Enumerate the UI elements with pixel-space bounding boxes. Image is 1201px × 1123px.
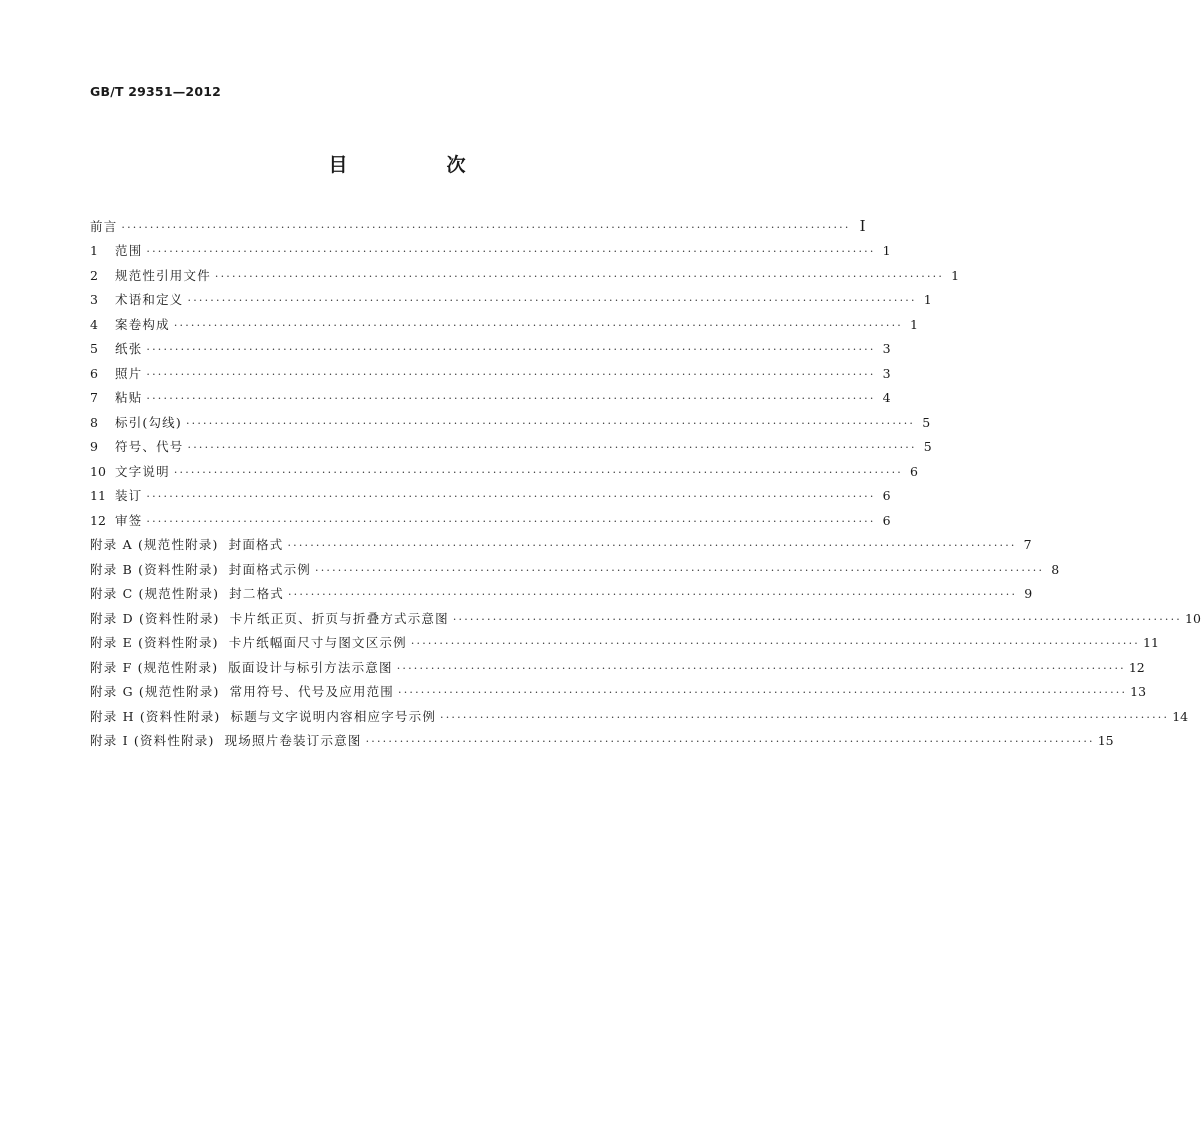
toc-entry[interactable] xyxy=(90,435,932,460)
toc-entry[interactable] xyxy=(90,631,1159,656)
toc-leader-dots: ································································································································ xyxy=(146,343,876,356)
toc-page-number: 3 xyxy=(882,365,891,381)
toc-entry[interactable] xyxy=(90,214,866,239)
toc-entry-text xyxy=(90,680,394,705)
toc-entry-title: 前言 xyxy=(90,219,118,234)
toc-entry-text xyxy=(90,509,142,534)
toc-page-number: 15 xyxy=(1097,733,1114,748)
toc-entry-subtitle: 封面格式示例 xyxy=(228,561,311,577)
toc-entry-text xyxy=(90,362,142,387)
toc-page-number: 5 xyxy=(922,414,931,430)
toc-entry-title: 附录 G (规范性附录) xyxy=(90,684,220,699)
toc-entry-title: 附录 E (资料性附录) xyxy=(90,635,219,650)
toc-page-number: 9 xyxy=(1024,586,1033,601)
toc-entry-title: 符号、代号 xyxy=(115,439,184,454)
toc-entry[interactable] xyxy=(90,558,1060,583)
toc-entry-subtitle: 现场照片卷装订示意图 xyxy=(224,733,362,748)
toc-entry-title: 附录 F (规范性附录) xyxy=(90,659,219,675)
toc-entry[interactable] xyxy=(90,460,918,485)
toc-page-number: 6 xyxy=(882,488,891,503)
toc-entry-number: 2 xyxy=(90,267,98,283)
toc-entry-text xyxy=(90,607,449,632)
standard-code: GB/T 29351—2012 xyxy=(90,84,222,99)
toc-entry-text xyxy=(90,631,407,656)
toc-leader-dots: ································································································································ xyxy=(173,465,903,479)
toc-entry-text xyxy=(90,484,142,509)
toc-entry-title: 案卷构成 xyxy=(115,316,170,332)
toc-page-number: 1 xyxy=(951,267,960,283)
toc-leader-dots: ································································································································ xyxy=(214,269,945,283)
toc-entry-title: 标引(勾线) xyxy=(115,414,182,430)
toc-page-number: Ⅰ xyxy=(859,217,866,235)
toc-entry-subtitle: 封二格式 xyxy=(229,586,284,601)
toc-leader-dots: ································································································································ xyxy=(440,710,1170,724)
toc-entry-text xyxy=(90,337,142,362)
toc-entry-text xyxy=(90,558,311,583)
toc-entry-text xyxy=(90,214,117,239)
toc-leader-dots: ································································································································ xyxy=(410,637,1141,650)
toc-page-number: 4 xyxy=(882,390,891,405)
toc-entry-number: 3 xyxy=(90,292,98,307)
toc-entry[interactable] xyxy=(90,729,1114,754)
toc-entry[interactable] xyxy=(90,656,1145,681)
toc-entry-text xyxy=(90,313,170,338)
toc-entry[interactable] xyxy=(90,680,1147,705)
table-of-contents xyxy=(90,214,1201,754)
toc-entry-number: 4 xyxy=(90,316,98,332)
toc-entry[interactable] xyxy=(90,386,891,411)
toc-entry-title: 照片 xyxy=(115,365,143,381)
toc-entry-title: 粘贴 xyxy=(115,390,143,405)
toc-entry-title: 术语和定义 xyxy=(115,292,184,307)
toc-entry-text xyxy=(90,239,142,264)
toc-entry-text xyxy=(90,386,142,411)
toc-page-number: 13 xyxy=(1130,684,1147,699)
toc-entry[interactable] xyxy=(90,484,891,509)
toc-entry-title: 附录 D (资料性附录) xyxy=(90,610,220,626)
toc-page-number: 1 xyxy=(923,292,932,307)
toc-leader-dots: ································································································································ xyxy=(396,661,1126,675)
toc-entry-text xyxy=(90,435,184,460)
toc-leader-dots: ································································································································ xyxy=(315,563,1045,577)
toc-leader-dots: ································································································································ xyxy=(185,416,916,430)
toc-entry-text xyxy=(90,411,182,436)
toc-entry-number: 10 xyxy=(90,463,106,479)
toc-leader-dots: ································································································································ xyxy=(146,245,876,258)
toc-leader-dots: ································································································································ xyxy=(187,441,917,454)
toc-entry-number: 1 xyxy=(90,243,98,258)
toc-page-number: 3 xyxy=(882,341,891,356)
toc-entry-text xyxy=(90,729,362,754)
toc-leader-dots: ································································································································ xyxy=(287,588,1018,601)
toc-page-number: 14 xyxy=(1172,708,1189,724)
toc-entry[interactable] xyxy=(90,705,1189,730)
toc-entry-subtitle: 版面设计与标引方法示意图 xyxy=(228,659,393,675)
toc-leader-dots: ································································································································ xyxy=(287,539,1017,552)
toc-entry-subtitle: 封面格式 xyxy=(228,537,284,552)
toc-entry-title: 附录 I (资料性附录) xyxy=(90,733,215,748)
toc-leader-dots: ································································································································ xyxy=(398,686,1128,699)
toc-page-number: 5 xyxy=(923,439,932,454)
toc-entry-title: 附录 H (资料性附录) xyxy=(90,708,221,724)
toc-entry-title: 纸张 xyxy=(115,341,143,356)
toc-entry-subtitle: 标题与文字说明内容相应字号示例 xyxy=(230,708,437,724)
toc-entry[interactable] xyxy=(90,582,1033,607)
toc-entry-title: 附录 C (规范性附录) xyxy=(90,586,220,601)
toc-entry-text xyxy=(90,460,170,485)
toc-entry-title: 审签 xyxy=(115,512,143,528)
toc-entry-title: 装订 xyxy=(115,488,143,503)
toc-entry-text xyxy=(90,705,436,730)
toc-title: 目 次 xyxy=(328,154,506,176)
toc-entry-title: 附录 B (资料性附录) xyxy=(90,561,219,577)
toc-entry-text xyxy=(90,656,393,681)
toc-entry-title: 范围 xyxy=(115,243,143,258)
toc-entry[interactable] xyxy=(90,239,891,264)
toc-entry-number: 5 xyxy=(90,341,98,356)
toc-entry-text xyxy=(90,288,184,313)
toc-page-number: 7 xyxy=(1023,537,1032,552)
toc-page-number: 6 xyxy=(910,463,918,479)
toc-page-number: 6 xyxy=(882,512,891,528)
toc-entry[interactable] xyxy=(90,607,1201,632)
toc-entry-number: 9 xyxy=(90,439,98,454)
toc-entry-subtitle: 卡片纸正页、折页与折叠方式示意图 xyxy=(229,610,449,626)
toc-entry[interactable] xyxy=(90,362,891,387)
toc-leader-dots: ································································································································ xyxy=(173,318,903,332)
toc-entry-title: 附录 A (规范性附录) xyxy=(90,537,219,552)
toc-entry-subtitle: 卡片纸幅面尺寸与图文区示例 xyxy=(228,635,407,650)
toc-leader-dots: ································································································································ xyxy=(452,612,1182,626)
toc-page-number: 12 xyxy=(1128,659,1145,675)
toc-page-number: 8 xyxy=(1051,561,1060,577)
toc-entry[interactable] xyxy=(90,337,891,362)
toc-leader-dots: ································································································································ xyxy=(121,221,851,234)
toc-entry[interactable] xyxy=(90,288,932,313)
toc-entry-number: 12 xyxy=(90,512,106,528)
toc-leader-dots: ································································································································ xyxy=(146,392,876,405)
toc-entry-number: 6 xyxy=(90,365,98,381)
toc-entry[interactable] xyxy=(90,264,960,289)
toc-entry[interactable] xyxy=(90,313,918,338)
toc-entry-title: 文字说明 xyxy=(115,463,170,479)
toc-page-number: 1 xyxy=(882,243,891,258)
toc-leader-dots: ································································································································ xyxy=(146,490,876,503)
toc-page-number: 10 xyxy=(1185,610,1201,626)
toc-entry-number: 8 xyxy=(90,414,98,430)
toc-entry[interactable] xyxy=(90,533,1032,558)
toc-page-number: 1 xyxy=(910,316,918,332)
toc-leader-dots: ································································································································ xyxy=(365,735,1095,748)
toc-entry-text xyxy=(90,533,283,558)
toc-leader-dots: ································································································································ xyxy=(187,294,917,307)
toc-entry-number: 7 xyxy=(90,390,98,405)
toc-entry-text xyxy=(90,582,284,607)
toc-page-number: 11 xyxy=(1143,635,1159,650)
toc-entry-subtitle: 常用符号、代号及应用范围 xyxy=(229,684,394,699)
toc-entry[interactable] xyxy=(90,509,891,534)
toc-leader-dots: ································································································································ xyxy=(146,514,876,528)
toc-entry[interactable] xyxy=(90,411,931,436)
toc-entry-text xyxy=(90,264,211,289)
toc-entry-number: 11 xyxy=(90,488,106,503)
toc-leader-dots: ································································································································ xyxy=(146,367,876,381)
toc-entry-title: 规范性引用文件 xyxy=(115,267,211,283)
